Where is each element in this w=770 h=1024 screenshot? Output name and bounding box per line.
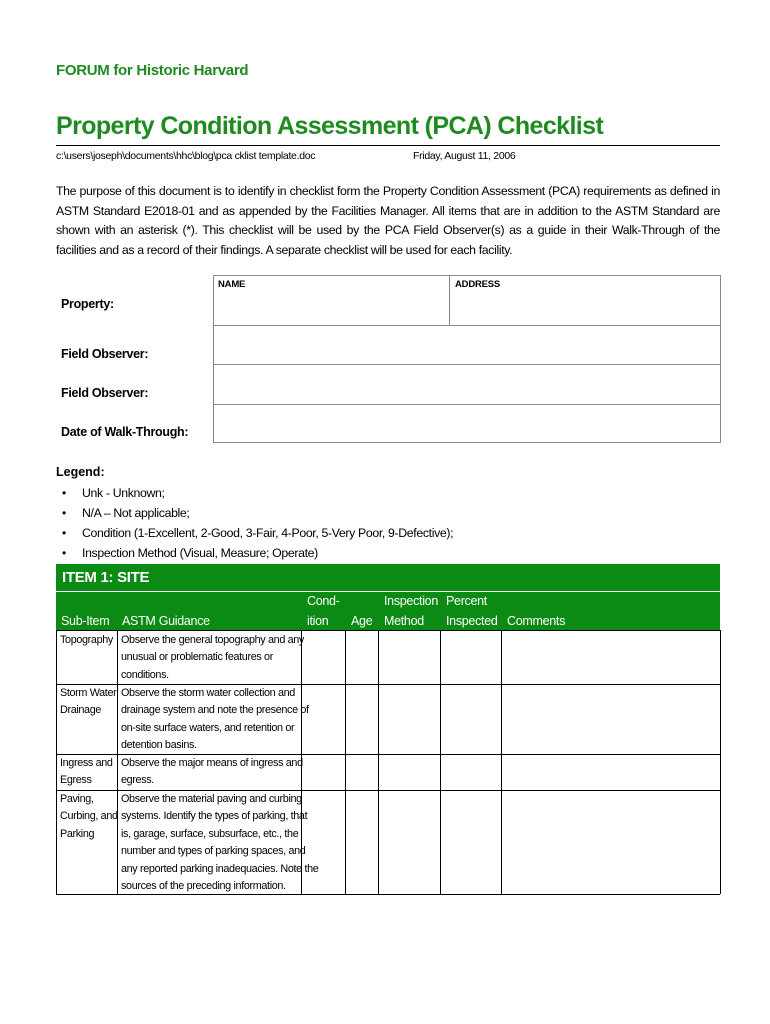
col-method-line1: Inspection — [384, 594, 438, 608]
organization-name: FORUM for Historic Harvard — [56, 62, 249, 79]
table-row-guidance: Observe the material paving and curbing systems. Identify the types of parking, that is, garage, surface, subsurface, etc., the number and types of parking spaces, and any reported parking inadequacies. Note the sources of the preceding information. — [121, 793, 319, 893]
name-address-divider — [449, 275, 450, 326]
col-condition-line1: Cond- — [307, 594, 340, 608]
col-border — [117, 630, 118, 894]
legend-item: • Unk - Unknown; — [62, 486, 165, 500]
col-border — [501, 630, 502, 894]
observer2-field[interactable] — [213, 364, 721, 405]
table-row-subitem: Topography — [60, 634, 113, 646]
table-row-subitem: Storm Water Drainage — [60, 687, 117, 717]
table-row-guidance: Observe the storm water collection and drainage system and note the presence of on-site surface waters, and retention or detention basins. — [121, 687, 309, 752]
col-condition-line2: ition — [307, 614, 329, 628]
col-border — [440, 630, 441, 894]
observer1-label: Field Observer: — [61, 347, 149, 361]
col-subitem: Sub-Item — [61, 614, 110, 628]
walkthrough-date-field[interactable] — [213, 404, 721, 443]
walkthrough-date-label: Date of Walk-Through: — [61, 425, 189, 439]
col-comments: Comments — [507, 614, 566, 628]
table-row-guidance: Observe the general topography and any unusual or problematic features or conditions. — [121, 634, 304, 681]
legend-item: • Condition (1-Excellent, 2-Good, 3-Fair, 4-Poor, 5-Very Poor, 9-Defective); — [62, 526, 454, 540]
table-row-subitem: Paving, Curbing, and Parking — [60, 793, 118, 840]
col-percent-line2: Inspected — [446, 614, 498, 628]
col-percent-line1: Percent — [446, 594, 487, 608]
title-rule — [56, 145, 720, 146]
col-age: Age — [351, 614, 373, 628]
observer2-label: Field Observer: — [61, 386, 149, 400]
property-label: Property: — [61, 297, 114, 311]
legend-item: • N/A – Not applicable; — [62, 506, 190, 520]
col-border — [378, 630, 379, 894]
col-border — [56, 630, 57, 894]
observer1-field[interactable] — [213, 325, 721, 365]
file-path: c:\users\joseph\documents\hhc\blog\pca cklist template.doc — [56, 150, 316, 162]
col-border — [720, 630, 721, 894]
item-title: ITEM 1: SITE — [62, 569, 150, 586]
col-guidance: ASTM Guidance — [122, 614, 210, 628]
col-border — [345, 630, 346, 894]
name-column-header: NAME — [218, 279, 246, 290]
address-column-header: ADDRESS — [455, 279, 501, 290]
item-title-bar — [56, 564, 720, 591]
row-border — [56, 630, 720, 631]
col-method-line2: Method — [384, 614, 424, 628]
legend-item: • Inspection Method (Visual, Measure; Operate) — [62, 546, 318, 560]
document-date: Friday, August 11, 2006 — [413, 150, 516, 162]
table-row-subitem: Ingress and Egress — [60, 757, 113, 787]
purpose-paragraph: The purpose of this document is to identify in checklist form the Property Condition Assessment (PCA) requirements as defined in ASTM Standard E2018-01 and as appended by the Facilities Manager. All items that are in addition to the ASTM Standard are shown with an asterisk (*). This checklist will be used by the PCA Field Observer(s) as a guide in their Walk-Through of the facilities and as a record of their findings. A separate checklist will be used for each facility. — [56, 184, 720, 257]
legend-title: Legend: — [56, 465, 105, 479]
document-title: Property Condition Assessment (PCA) Checklist — [56, 112, 604, 140]
table-row-guidance: Observe the major means of ingress and egress. — [121, 757, 303, 787]
